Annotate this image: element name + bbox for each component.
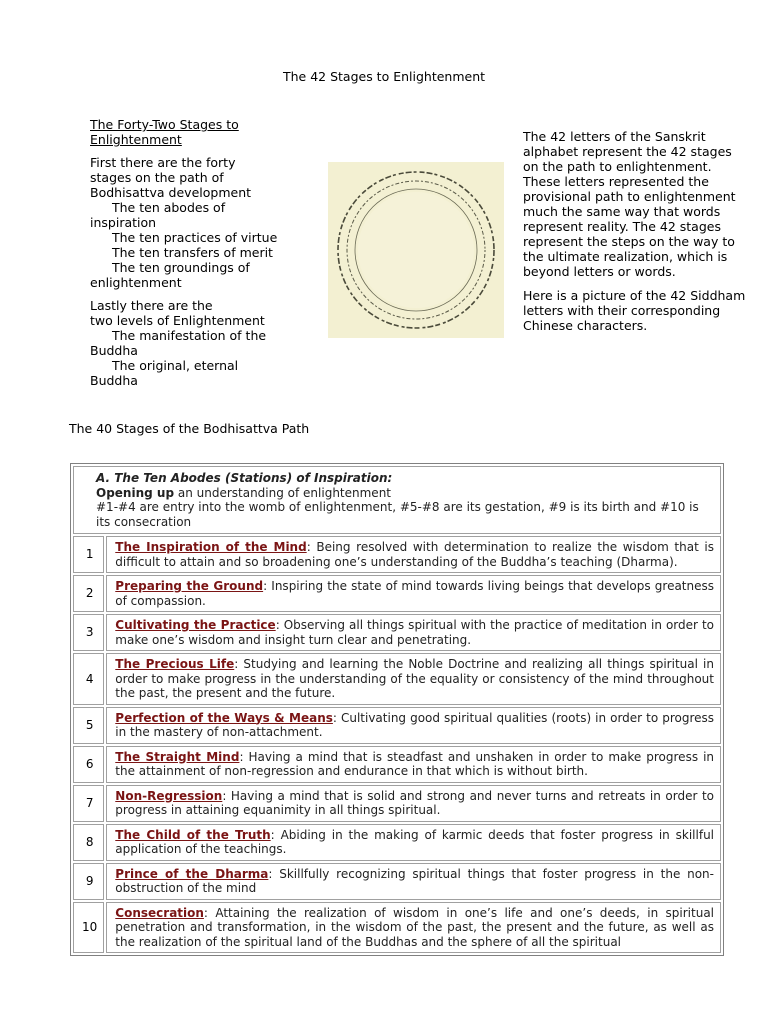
stage-description (106, 902, 721, 954)
intro-line: Bodhisattva development (90, 185, 252, 200)
table-row (73, 614, 721, 651)
stage-number: 5 (73, 707, 104, 744)
stage-term: Prince of the Dharma (115, 866, 269, 881)
stage-text: : Studying and learning the Noble Doctrine and realizing all things spiritual in order to make progress in the understanding of the equality or consistency of the mind throughout the past, the present and the future. (115, 657, 714, 700)
lastly-line: two levels of Enlightenment (90, 313, 265, 328)
stage-term: The Child of the Truth (115, 827, 271, 842)
table-row (73, 902, 721, 954)
stage-term: The Straight Mind (115, 749, 240, 764)
stage-description (106, 785, 721, 822)
intro-paragraph (90, 155, 315, 290)
enlightenment-level-item-cont: Buddha (90, 373, 138, 388)
enlightenment-level-item: The manifestation of the (112, 328, 267, 343)
stage-term: The Precious Life (115, 657, 235, 671)
stage-number: 2 (73, 575, 104, 612)
stage-number: 7 (73, 785, 104, 822)
table-row (73, 653, 721, 705)
stage-number: 10 (73, 902, 104, 954)
section-summary (96, 486, 714, 501)
alphabet-paragraph: The 42 letters of the Sanskrit alphabet represent the 42 stages on the path to enlightenment. These letters represented the provisional path to enlightenment much the same way that words represent reality. The 42 stages represent the steps on the way to the ultimate realization, which is beyond letters or words. (523, 129, 736, 279)
table-row (73, 746, 721, 783)
section-note: #1-#4 are entry into the womb of enlightenment, #5-#8 are its gestation, #9 is its birth and #10 is its consecration (96, 500, 699, 529)
stage-text: : Being resolved with determination to realize the wisdom that is difficult to attain and so broadening one’s understanding of the Buddha’s teaching (Dharma). (115, 540, 714, 569)
seal-graphic (328, 162, 504, 338)
stage-text: : Skillfully recognizing spiritual things that foster progress in the non-obstruction of the mind (115, 866, 714, 895)
lastly-line: Lastly there are the (90, 298, 213, 313)
siddham-description (523, 129, 748, 342)
intro-line: First there are the forty (90, 155, 236, 170)
stage-description (106, 824, 721, 861)
table-row (73, 575, 721, 612)
stage-description (106, 575, 721, 612)
overview-heading: The Forty-Two Stages to Enlightenment (90, 117, 239, 147)
stage-description (106, 707, 721, 744)
section-subtitle: The 40 Stages of the Bodhisattva Path (69, 421, 310, 436)
stage-term: Cultivating the Practice (115, 618, 276, 632)
stages-overview (90, 117, 315, 396)
stage-number: 6 (73, 746, 104, 783)
stage-group-item: The ten transfers of merit (112, 245, 273, 260)
stage-term: Non-Regression (115, 788, 223, 803)
stage-number: 9 (73, 863, 104, 900)
table-header-row (73, 466, 721, 534)
stage-group-item-cont: enlightenment (90, 275, 182, 290)
intro-line: stages on the path of (90, 170, 224, 185)
lastly-paragraph (90, 298, 315, 388)
stage-text: : Cultivating good spiritual qualities (roots) in order to progress in the mastery of non-attachment. (115, 710, 715, 739)
stage-term: Consecration (115, 905, 204, 920)
table-row (73, 785, 721, 822)
stage-text: : Having a mind that is steadfast and unshaken in order to make progress in the attainment of non-regression and endurance in that which is without birth. (115, 749, 715, 778)
stage-number: 4 (73, 653, 104, 705)
siddham-letters-seal-image (328, 162, 504, 338)
table-row (73, 536, 721, 573)
stage-group-item: The ten practices of virtue (112, 230, 278, 245)
stage-term: Preparing the Ground (115, 579, 264, 593)
stage-number: 8 (73, 824, 104, 861)
stage-description (106, 614, 721, 651)
stage-group-item: The ten abodes of (112, 200, 226, 215)
stage-description (106, 863, 721, 900)
stage-text: : Observing all things spiritual with the practice of meditation in order to make one’s wisdom and insight turn clear and penetrating. (115, 618, 714, 647)
table-row (73, 863, 721, 900)
table-row (73, 824, 721, 861)
summary-bold: Opening up (96, 485, 175, 500)
stage-text: : Attaining the realization of wisdom in one’s life and one’s deeds, in spiritual penetration and transformation, in the wisdom of the past, the present and the future, as well as the realization of the spiritual land of the Buddhas and the sphere of all the spiritual (115, 905, 714, 949)
stage-text: : Having a mind that is solid and strong and never turns and retreats in order to progress in attaining equanimity in all things spiritual. (115, 788, 714, 817)
summary-rest: an understanding of enlightenment (174, 485, 392, 500)
table-row (73, 707, 721, 744)
section-heading: A. The Ten Abodes (Stations) of Inspiration: (96, 471, 393, 485)
picture-caption: Here is a picture of the 42 Siddham letters with their corresponding Chinese characters. (523, 288, 746, 333)
stage-text: : Abiding in the making of karmic deeds that foster progress in skillful application of the teachings. (115, 827, 715, 856)
stage-description (106, 653, 721, 705)
ten-abodes-table (70, 463, 724, 956)
stage-text: : Inspiring the state of mind towards living beings that develops greatness of compassion. (115, 579, 714, 608)
enlightenment-level-item-cont: Buddha (90, 343, 138, 358)
stage-term: Perfection of the Ways & Means (115, 710, 333, 725)
stage-description (106, 536, 721, 573)
stage-number: 3 (73, 614, 104, 651)
stage-group-item: The ten groundings of (112, 260, 250, 275)
page-title: The 42 Stages to Enlightenment (282, 69, 486, 84)
table-header-cell (73, 466, 721, 534)
stage-description (106, 746, 721, 783)
enlightenment-level-item: The original, eternal (112, 358, 239, 373)
stage-number: 1 (73, 536, 104, 573)
stage-term: The Inspiration of the Mind (115, 540, 307, 554)
stage-group-item-cont: inspiration (90, 215, 157, 230)
